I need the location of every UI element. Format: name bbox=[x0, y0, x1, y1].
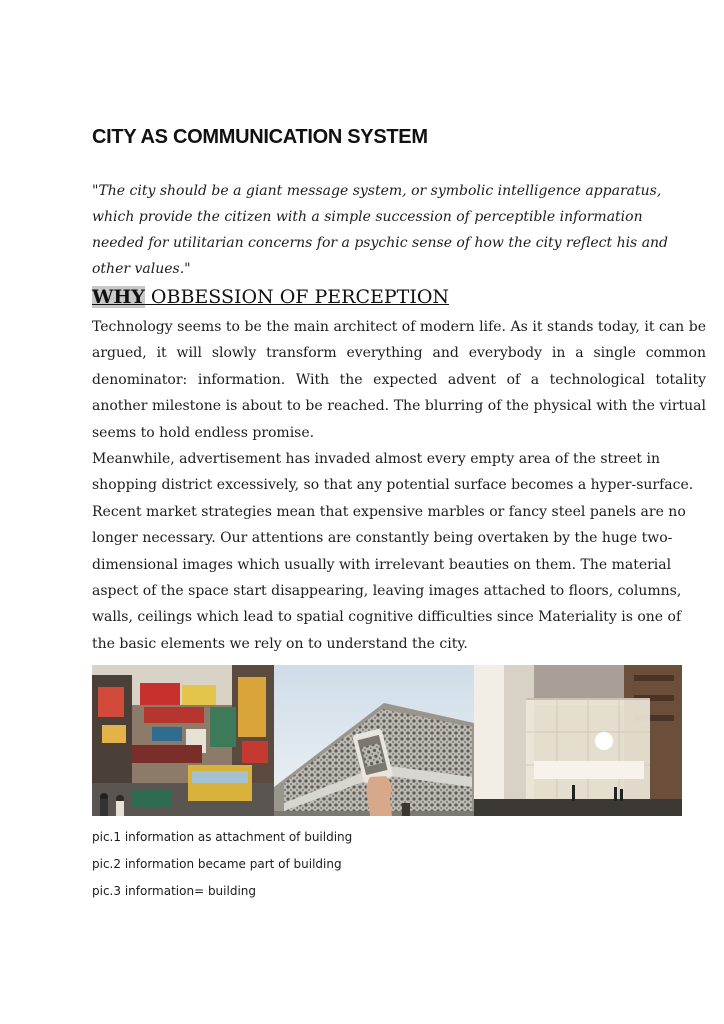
photo-strip bbox=[92, 665, 682, 816]
paragraph: Technology seems to be the main architect of modern life. As it stands today, it can be argued, it will slowly transform everything and everybody in a single common denominator: information. With the expected advent of a technological totality another milestone is about to be reached. The blurring of the physical with the virtual seems to hold endless promise. bbox=[92, 319, 706, 441]
photo-caption: pic.3 information= building bbox=[92, 884, 257, 898]
page-title: CITY AS COMMUNICATION SYSTEM bbox=[92, 126, 428, 148]
body-text bbox=[92, 314, 706, 657]
section-heading-highlight: WHY bbox=[92, 286, 145, 308]
street-signs-photo bbox=[92, 665, 274, 816]
caption-list bbox=[92, 824, 352, 905]
paragraph: Meanwhile, advertisement has invaded almost every empty area of the street in shopping district excessively, so that any potential surface becomes a hyper-surface. Recent market strategies mean that expensive marbles or fancy steel panels are no longer necessary. Our attentions are constantly being overtaken by the huge two-dimensional images which usually with irrelevant beauties on them. The material aspect of the space start disappearing, leaving images attached to floors, columns, walls, ceilings which lead to spatial cognitive difficulties since Materiality is one of the basic elements we rely on to understand the city. bbox=[92, 451, 694, 652]
photo-caption: pic.2 information became part of building bbox=[92, 857, 342, 871]
photo-caption: pic.1 information as attachment of building bbox=[92, 830, 353, 844]
glass-cube-photo bbox=[474, 665, 682, 816]
patterned-facade-photo bbox=[274, 665, 474, 816]
section-heading-text: OBBESSION OF PERCEPTION bbox=[144, 286, 450, 308]
section-heading bbox=[92, 286, 449, 308]
intro-quote: "The city should be a giant message system, or symbolic intelligence apparatus, which provide the citizen with a simple succession of perceptible information needed for utilitarian concerns for a psychic sense of how the city reflect his and other values." bbox=[92, 183, 669, 277]
